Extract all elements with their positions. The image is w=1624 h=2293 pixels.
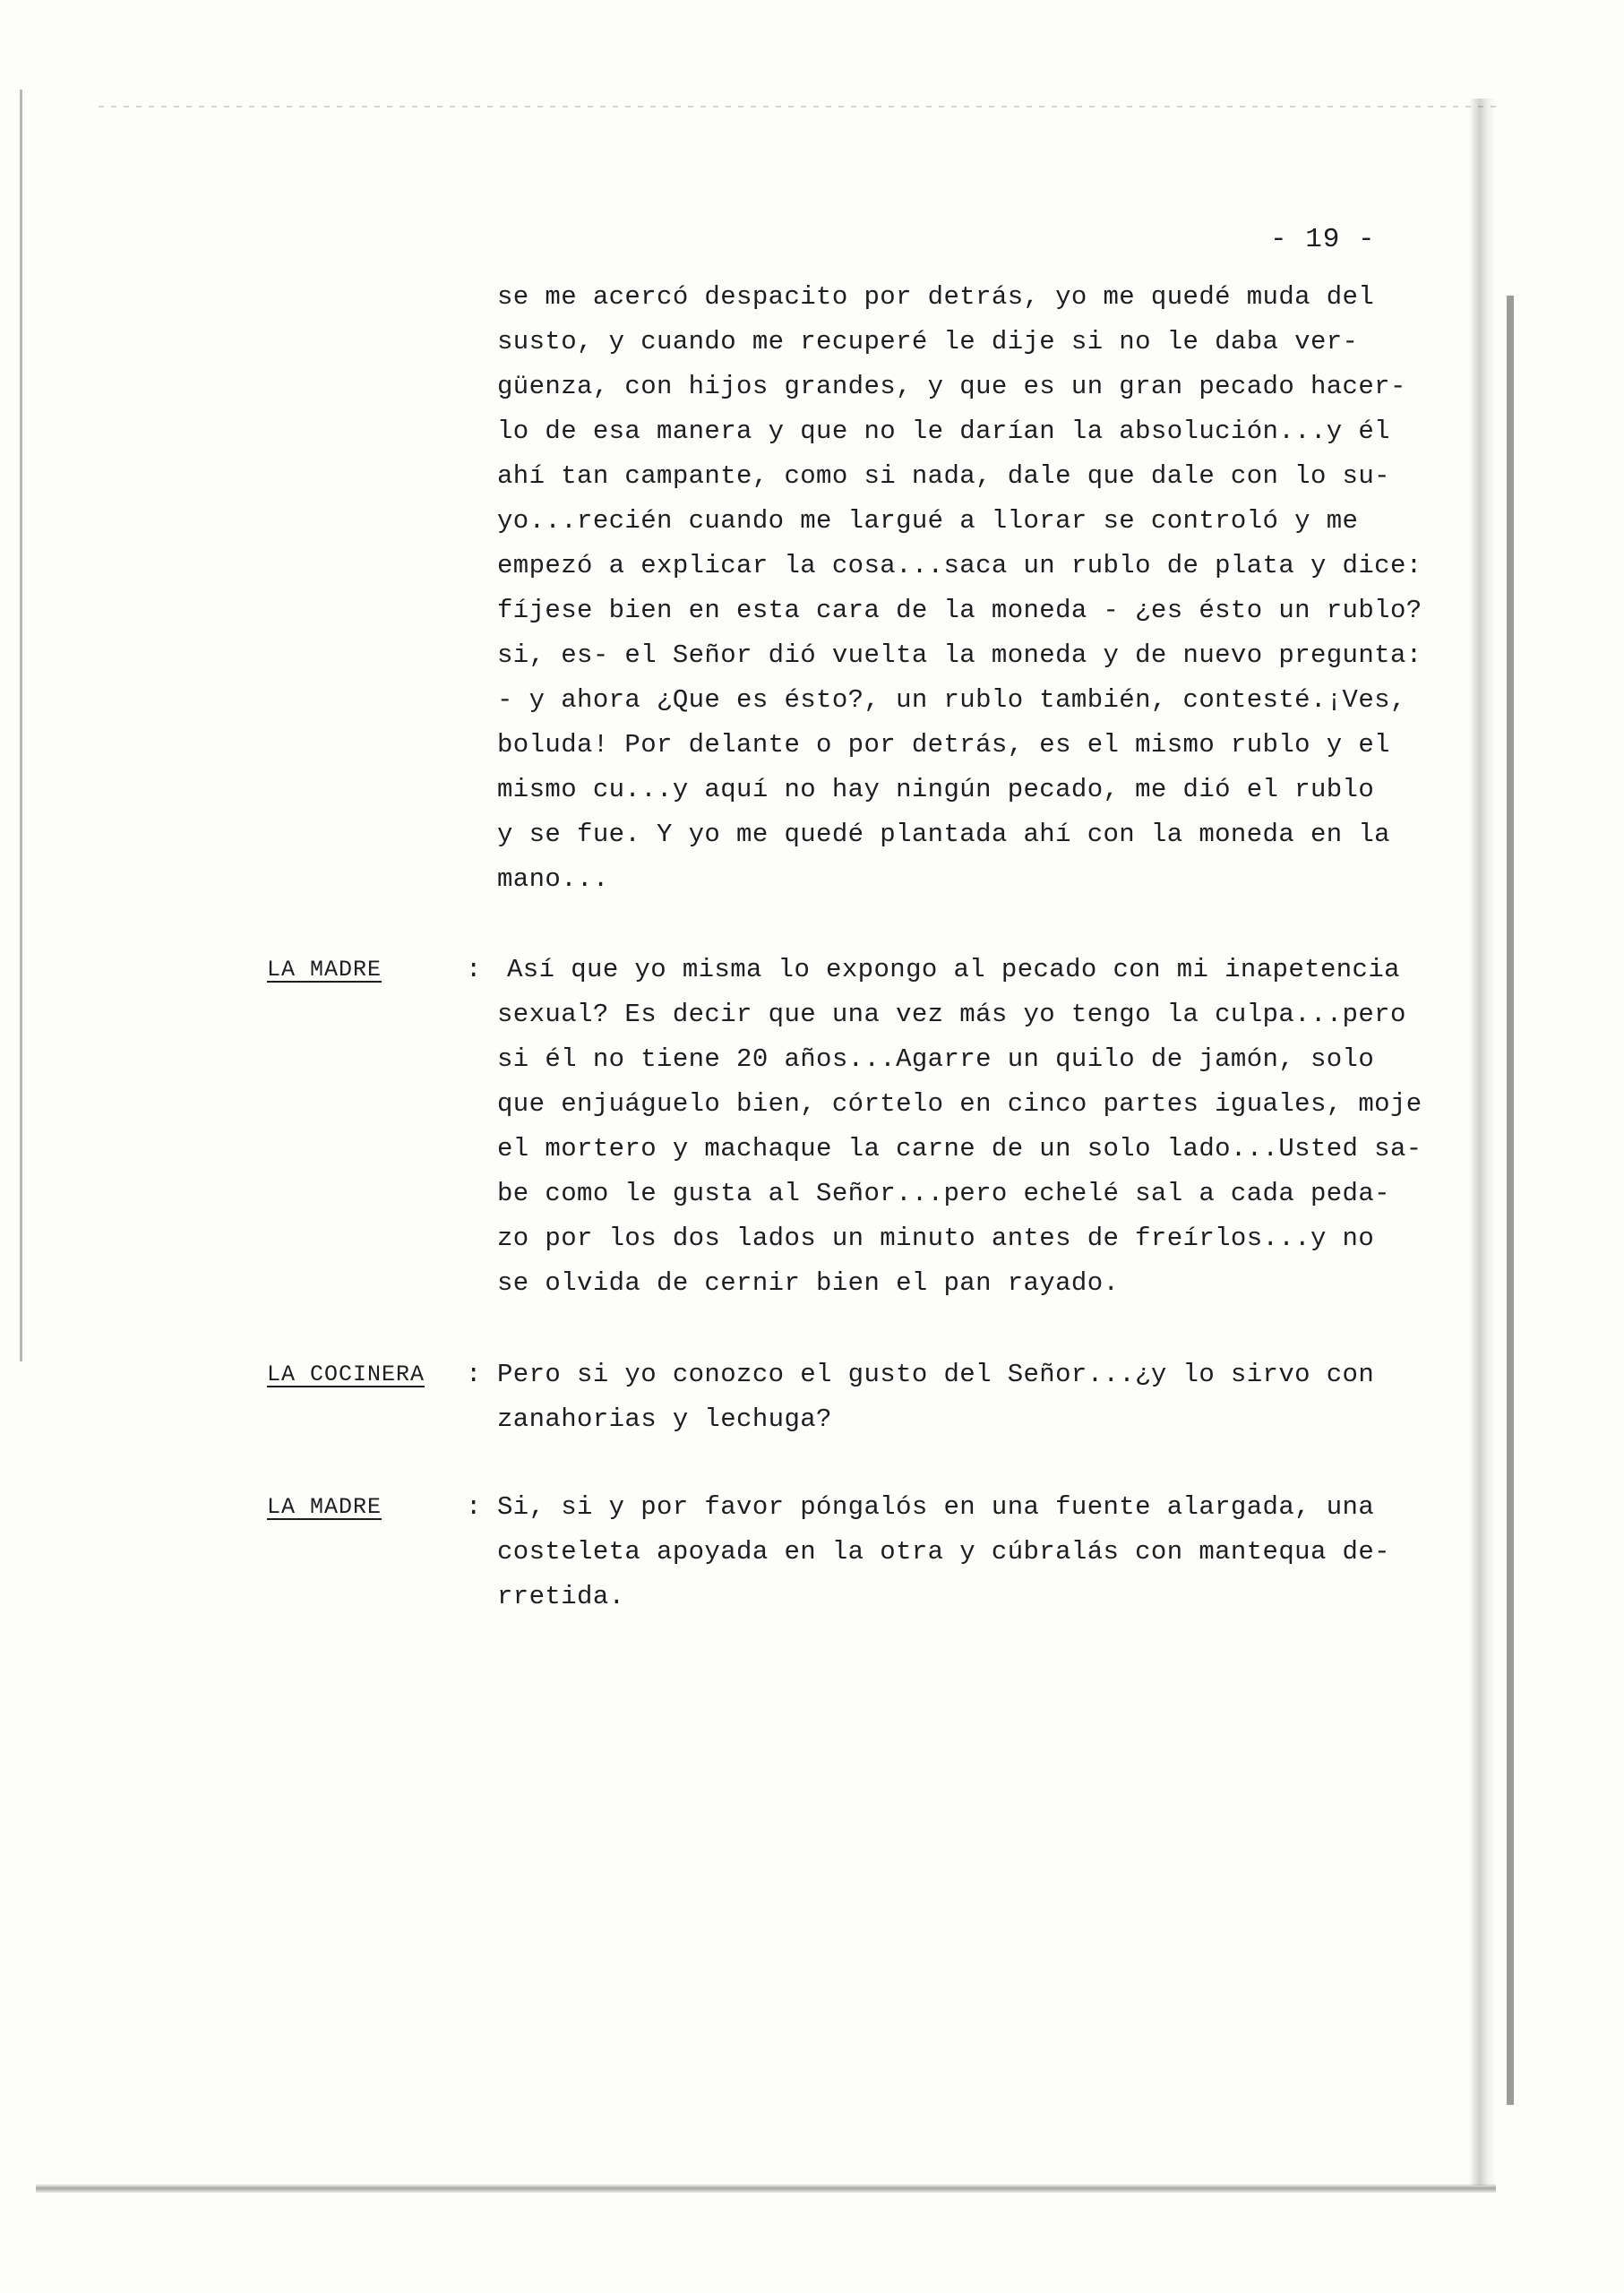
text-line: fíjese bien en esta cara de la moneda - ¿es ésto un rublo? [497,596,1422,625]
scan-right-shadow [1469,99,1496,2186]
text-line: be como le gusta al Señor...pero echelé sal a cada peda- [497,1179,1390,1208]
text-line: boluda! Por delante o por detrás, es el mismo rublo y el [497,730,1390,760]
text-line: Si, si y por favor póngalós en una fuente alargada, una [497,1492,1375,1522]
text-line: rretida. [497,1582,625,1611]
text-line: güenza, con hijos grandes, y que es un gran pecado hacer- [497,372,1406,401]
text-line: el mortero y machaque la carne de un solo lado...Usted sa- [497,1134,1422,1164]
scan-left-edge [20,90,22,1361]
text-line: lo de esa manera y que no le darían la absolución...y él [497,417,1390,446]
text-line: empezó a explicar la cosa...saca un rublo de plata y dice: [497,551,1422,580]
text-line: ahí tan campante, como si nada, dale que dale con lo su- [497,461,1390,491]
text-line: zanahorias y lechuga? [497,1404,832,1434]
text-line: si él no tiene 20 años...Agarre un quilo de jamón, solo [497,1044,1375,1074]
text-line: si, es- el Señor dió vuelta la moneda y de nuevo pregunta: [497,640,1422,670]
speaker-name: LA MADRE [267,1494,382,1520]
speaker-name: LA MADRE [267,957,382,983]
scan-right-binding [1507,296,1514,2105]
page-number: - 19 - [1270,224,1376,255]
speaker-colon: : [466,1492,482,1522]
text-line: susto, y cuando me recuperé le dije si no le daba ver- [497,327,1359,356]
text-line: Pero si yo conozco el gusto del Señor...¿y lo sirvo con [497,1360,1375,1389]
text-line: que enjuáguelo bien, córtelo en cinco partes iguales, moje [497,1089,1422,1119]
text-line: sexual? Es decir que una vez más yo tengo la culpa...pero [497,1000,1406,1029]
scan-top-edge [99,106,1496,107]
speaker-name: LA COCINERA [267,1361,425,1387]
text-line: - y ahora ¿Que es ésto?, un rublo también, contesté.¡Ves, [497,685,1406,715]
text-line: y se fue. Y yo me quedé plantada ahí con la moneda en la [497,820,1390,849]
text-line: costeleta apoyada en la otra y cúbralás con mantequa de- [497,1537,1390,1567]
text-line: Así que yo misma lo expongo al pecado con mi inapetencia [507,955,1400,984]
text-line: mismo cu...y aquí no hay ningún pecado, me dió el rublo [497,775,1375,804]
text-line: yo...recién cuando me largué a llorar se controló y me [497,506,1359,536]
text-line: zo por los dos lados un minuto antes de freírlos...y no [497,1224,1375,1253]
speaker-colon: : [466,1360,482,1389]
text-line: mano... [497,864,609,894]
text-line: se olvida de cernir bien el pan rayado. [497,1268,1120,1298]
text-line: se me acercó despacito por detrás, yo me quedé muda del [497,282,1375,312]
scan-bottom-edge [36,2184,1496,2193]
speaker-colon: : [466,955,482,984]
